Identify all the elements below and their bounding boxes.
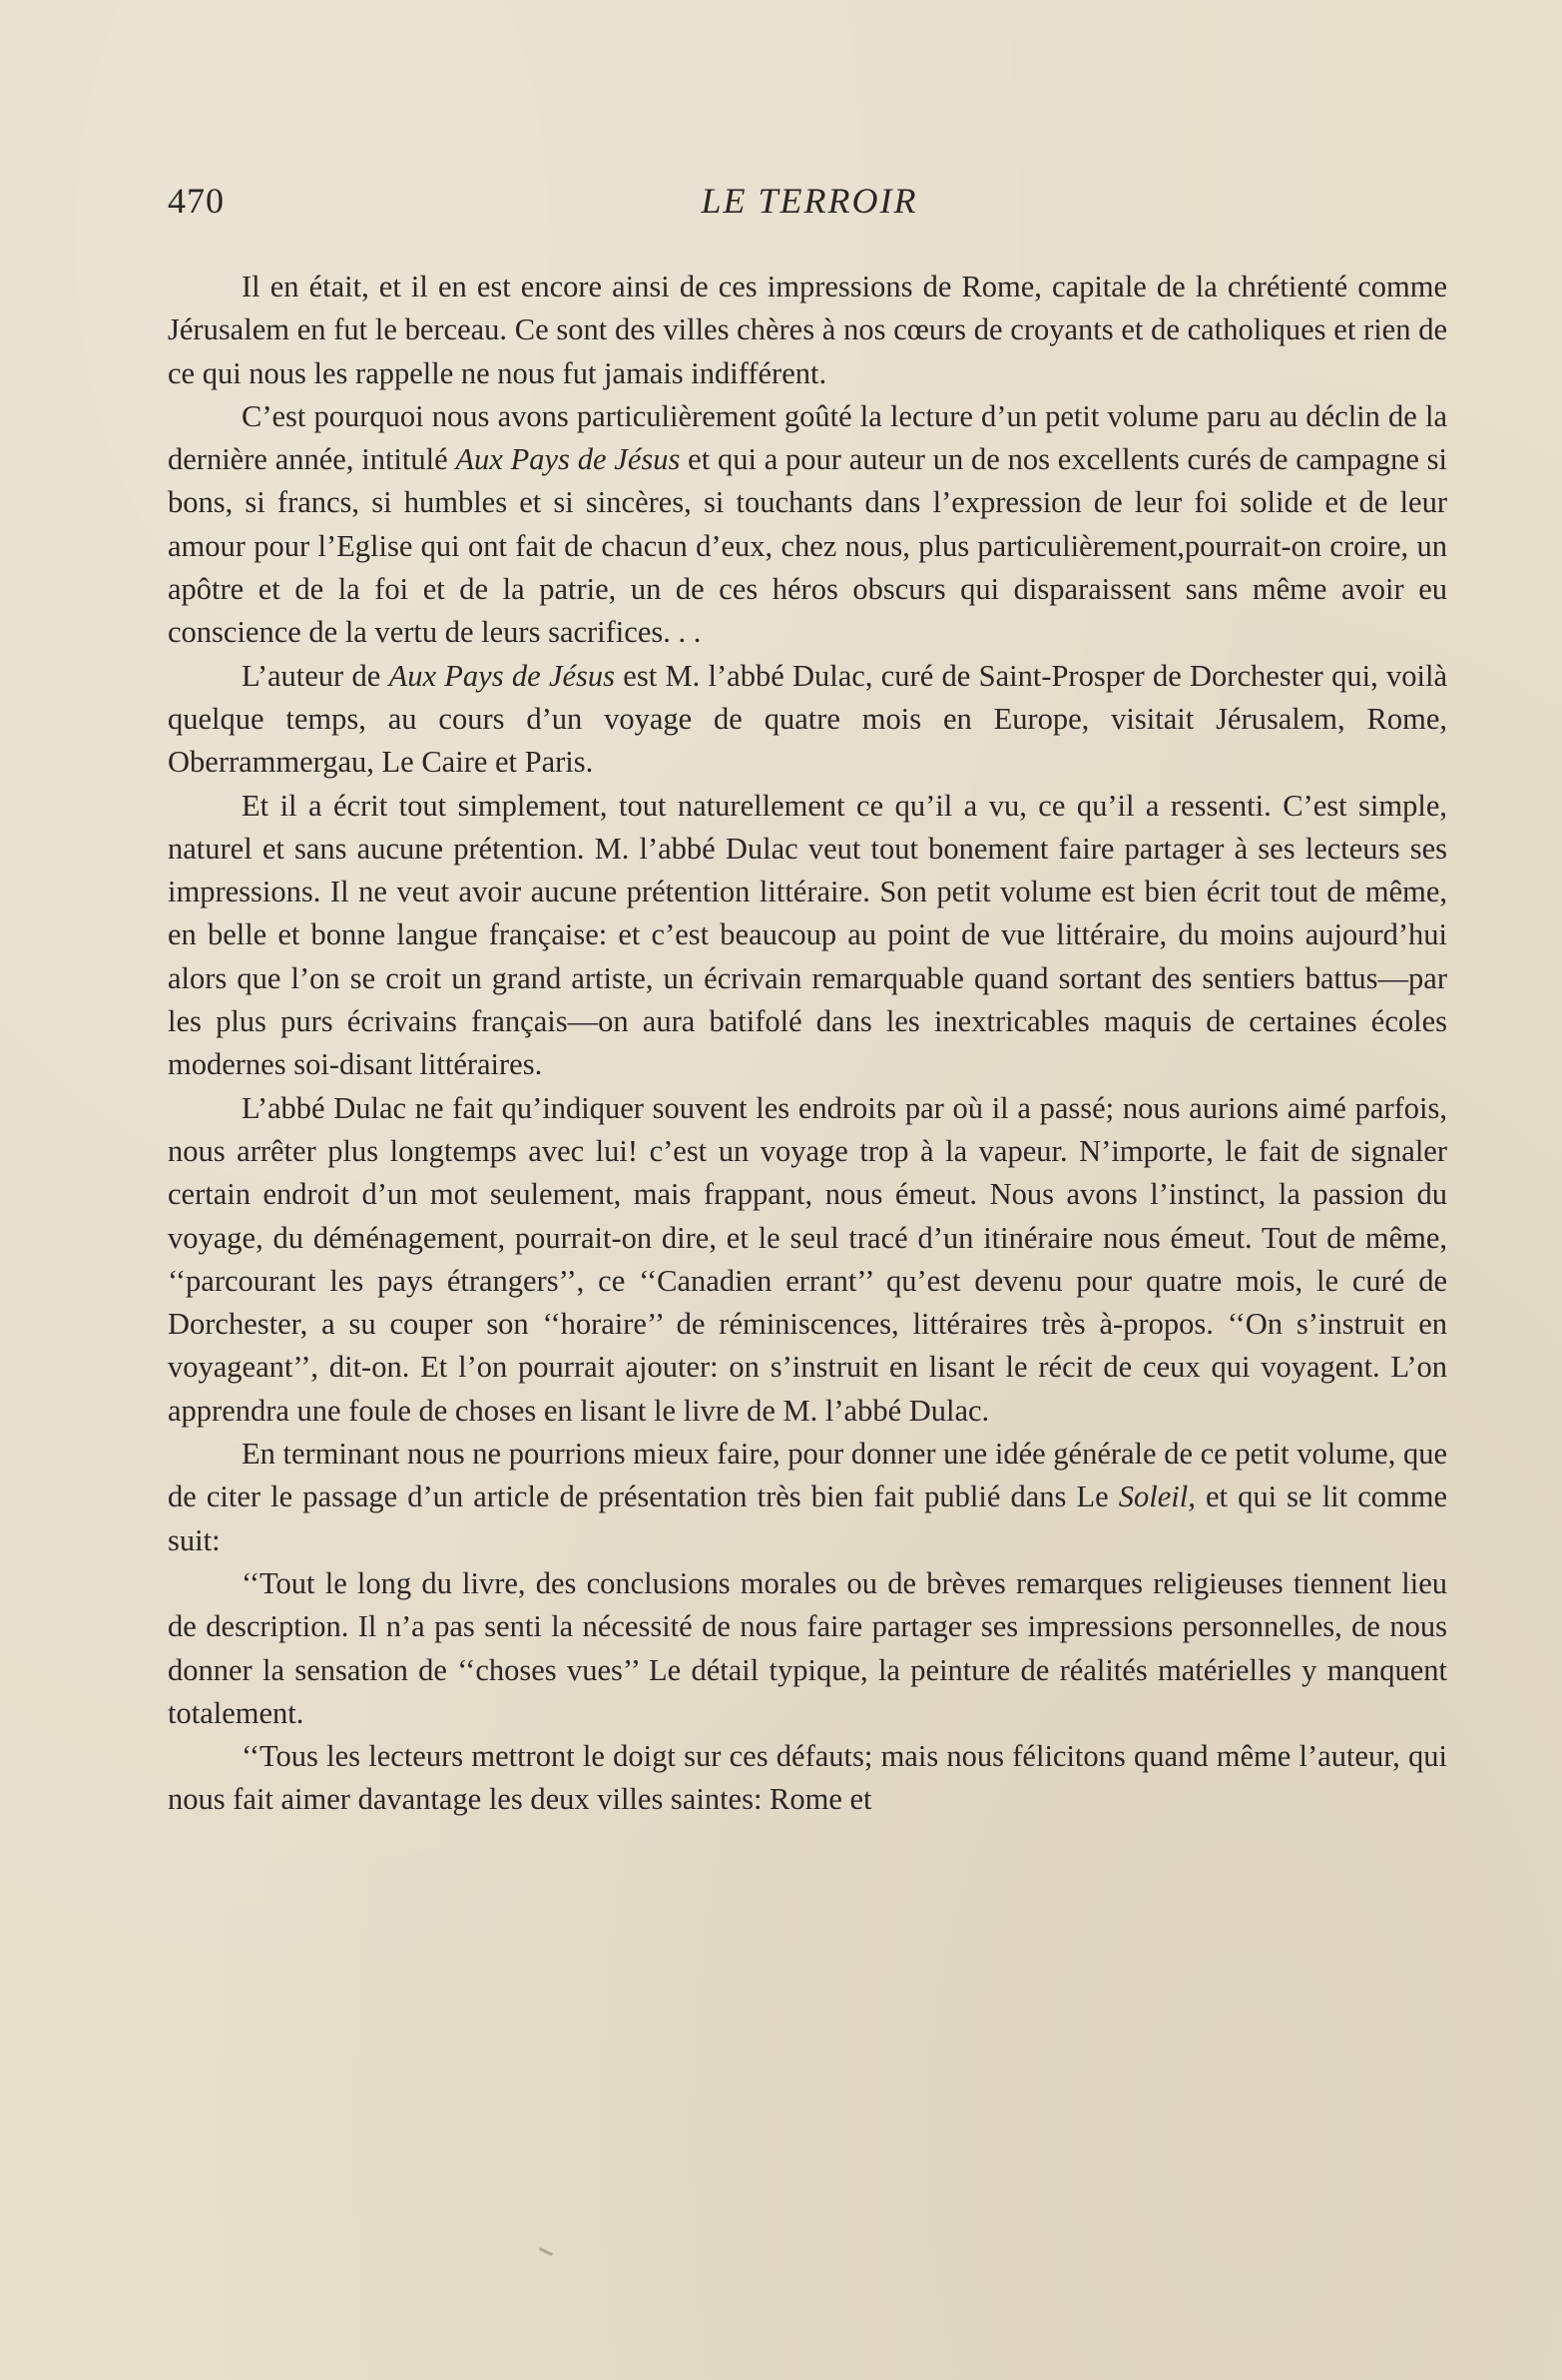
text-segment: ‘‘Tous les lecteurs mettront le doigt sur ces défauts; mais nous félicitons quand même l’auteur, qui nous fait aimer davantage les deux villes saintes: Rome et <box>168 1739 1447 1817</box>
paper-speck <box>539 2247 553 2256</box>
text-segment: et qui se lit comme suit: <box>168 1480 1447 1557</box>
paragraph <box>168 655 1447 785</box>
paragraph <box>168 1433 1447 1562</box>
page-number: 470 <box>168 181 225 221</box>
text-segment: En terminant nous ne pourrions mieux faire, pour donner une idée générale de ce petit volume, que de citer le passage d’un article de présentation très bien fait publié dans Le <box>168 1437 1447 1514</box>
paragraph <box>168 1735 1447 1822</box>
text-segment: L’auteur de <box>242 658 389 693</box>
paragraph <box>168 1562 1447 1735</box>
text-segment: Il en était, et il en est encore ainsi de ces impressions de Rome, capitale de la chrétienté comme Jérusalem en fut le berceau. Ce sont des villes chères à nos cœurs de croyants et de catholiques et rien de ce qui nous les rappelle ne nous fut jamais indifférent. <box>168 270 1447 390</box>
text-segment: et qui a pour auteur un de nos excellents curés de campagne si bons, si francs, si humbles et si sincères, si touchants dans l’expression de leur foi solide et de leur amour pour l’Eglise qui ont fait de chacun d’eux, chez nous, plus particulièrement,pourrait-on croire, un apôtre et de la foi et de la patrie, un de ces héros obscurs qui disparaissent sans même avoir eu conscience de la vertu de leurs sacrifices. . . <box>168 442 1447 650</box>
italic-title: Soleil, <box>1118 1480 1196 1514</box>
text-segment: ‘‘Tout le long du livre, des conclusions morales ou de brèves remarques religieuses tiennent lieu de description. Il n’a pas senti la nécessité de nous faire partager ses impressions personnelles, de nous donner la sensation de ‘‘choses vues’’ Le détail typique, la peinture de réalités matérielles y manquent totalement. <box>168 1565 1447 1730</box>
text-segment: est M. l’abbé Dulac, curé de Saint-Prosper de Dorchester qui, voilà quelque temps, au cours d’un voyage de quatre mois en Europe, visitait Jérusalem, Rome, Oberrammergau, Le Caire et Paris. <box>168 658 1447 780</box>
italic-title: Aux Pays de Jésus <box>388 658 616 693</box>
running-title: LE TERROIR <box>701 181 918 221</box>
page-header <box>168 172 1455 232</box>
text-segment: C’est pourquoi nous avons particulièrement goûté la lecture d’un petit volume paru au déclin de la dernière année, intitulé <box>168 398 1447 477</box>
paragraph <box>168 785 1447 1087</box>
article-body <box>168 266 1447 1822</box>
paragraph <box>168 1087 1447 1433</box>
paragraph <box>168 266 1447 395</box>
paragraph <box>168 395 1447 655</box>
text-segment: L’abbé Dulac ne fait qu’indiquer souvent les endroits par où il a passé; nous aurions aimé parfois, nous arrêter plus longtemps avec lui! c’est un voyage trop à la vapeur. N’importe, le fait de signaler certain endroit d’un mot seulement, mais frappant, nous émeut. Nous avons l’instinct, la passion du voyage, du déménagement, pourrait-on dire, et le seul tracé d’un itinéraire nous émeut. Tout de même, ‘‘parcourant les pays étrangers’’, ce ‘‘Canadien errant’’ qu’est devenu pour quatre mois, le curé de Dorchester, a su couper son ‘‘horaire’’ de réminiscences, littéraires très à-propos. ‘‘On s’instruit en voyageant’’, dit-on. Et l’on pourrait ajouter: on s’instruit en lisant le récit de ceux qui voyagent. L’on apprendra une foule de choses en lisant le livre de M. l’abbé Dulac. <box>168 1090 1447 1428</box>
text-segment: Et il a écrit tout simplement, tout naturellement ce qu’il a vu, ce qu’il a ressenti. C’est simple, naturel et sans aucune prétention. M. l’abbé Dulac veut tout bonement faire partager à ses lecteurs ses impressions. Il ne veut avoir aucune prétention littéraire. Son petit volume est bien écrit tout de même, en belle et bonne langue française: et c’est beaucoup au point de vue littéraire, du moins aujourd’hui alors que l’on se croit un grand artiste, un écrivain remarquable quand sortant des sentiers battus—par les plus purs écrivains français—on aura batifolé dans les inextricables maquis de certaines écoles modernes soi-disant littéraires. <box>168 788 1447 1082</box>
italic-title: Aux Pays de Jésus <box>455 442 681 477</box>
